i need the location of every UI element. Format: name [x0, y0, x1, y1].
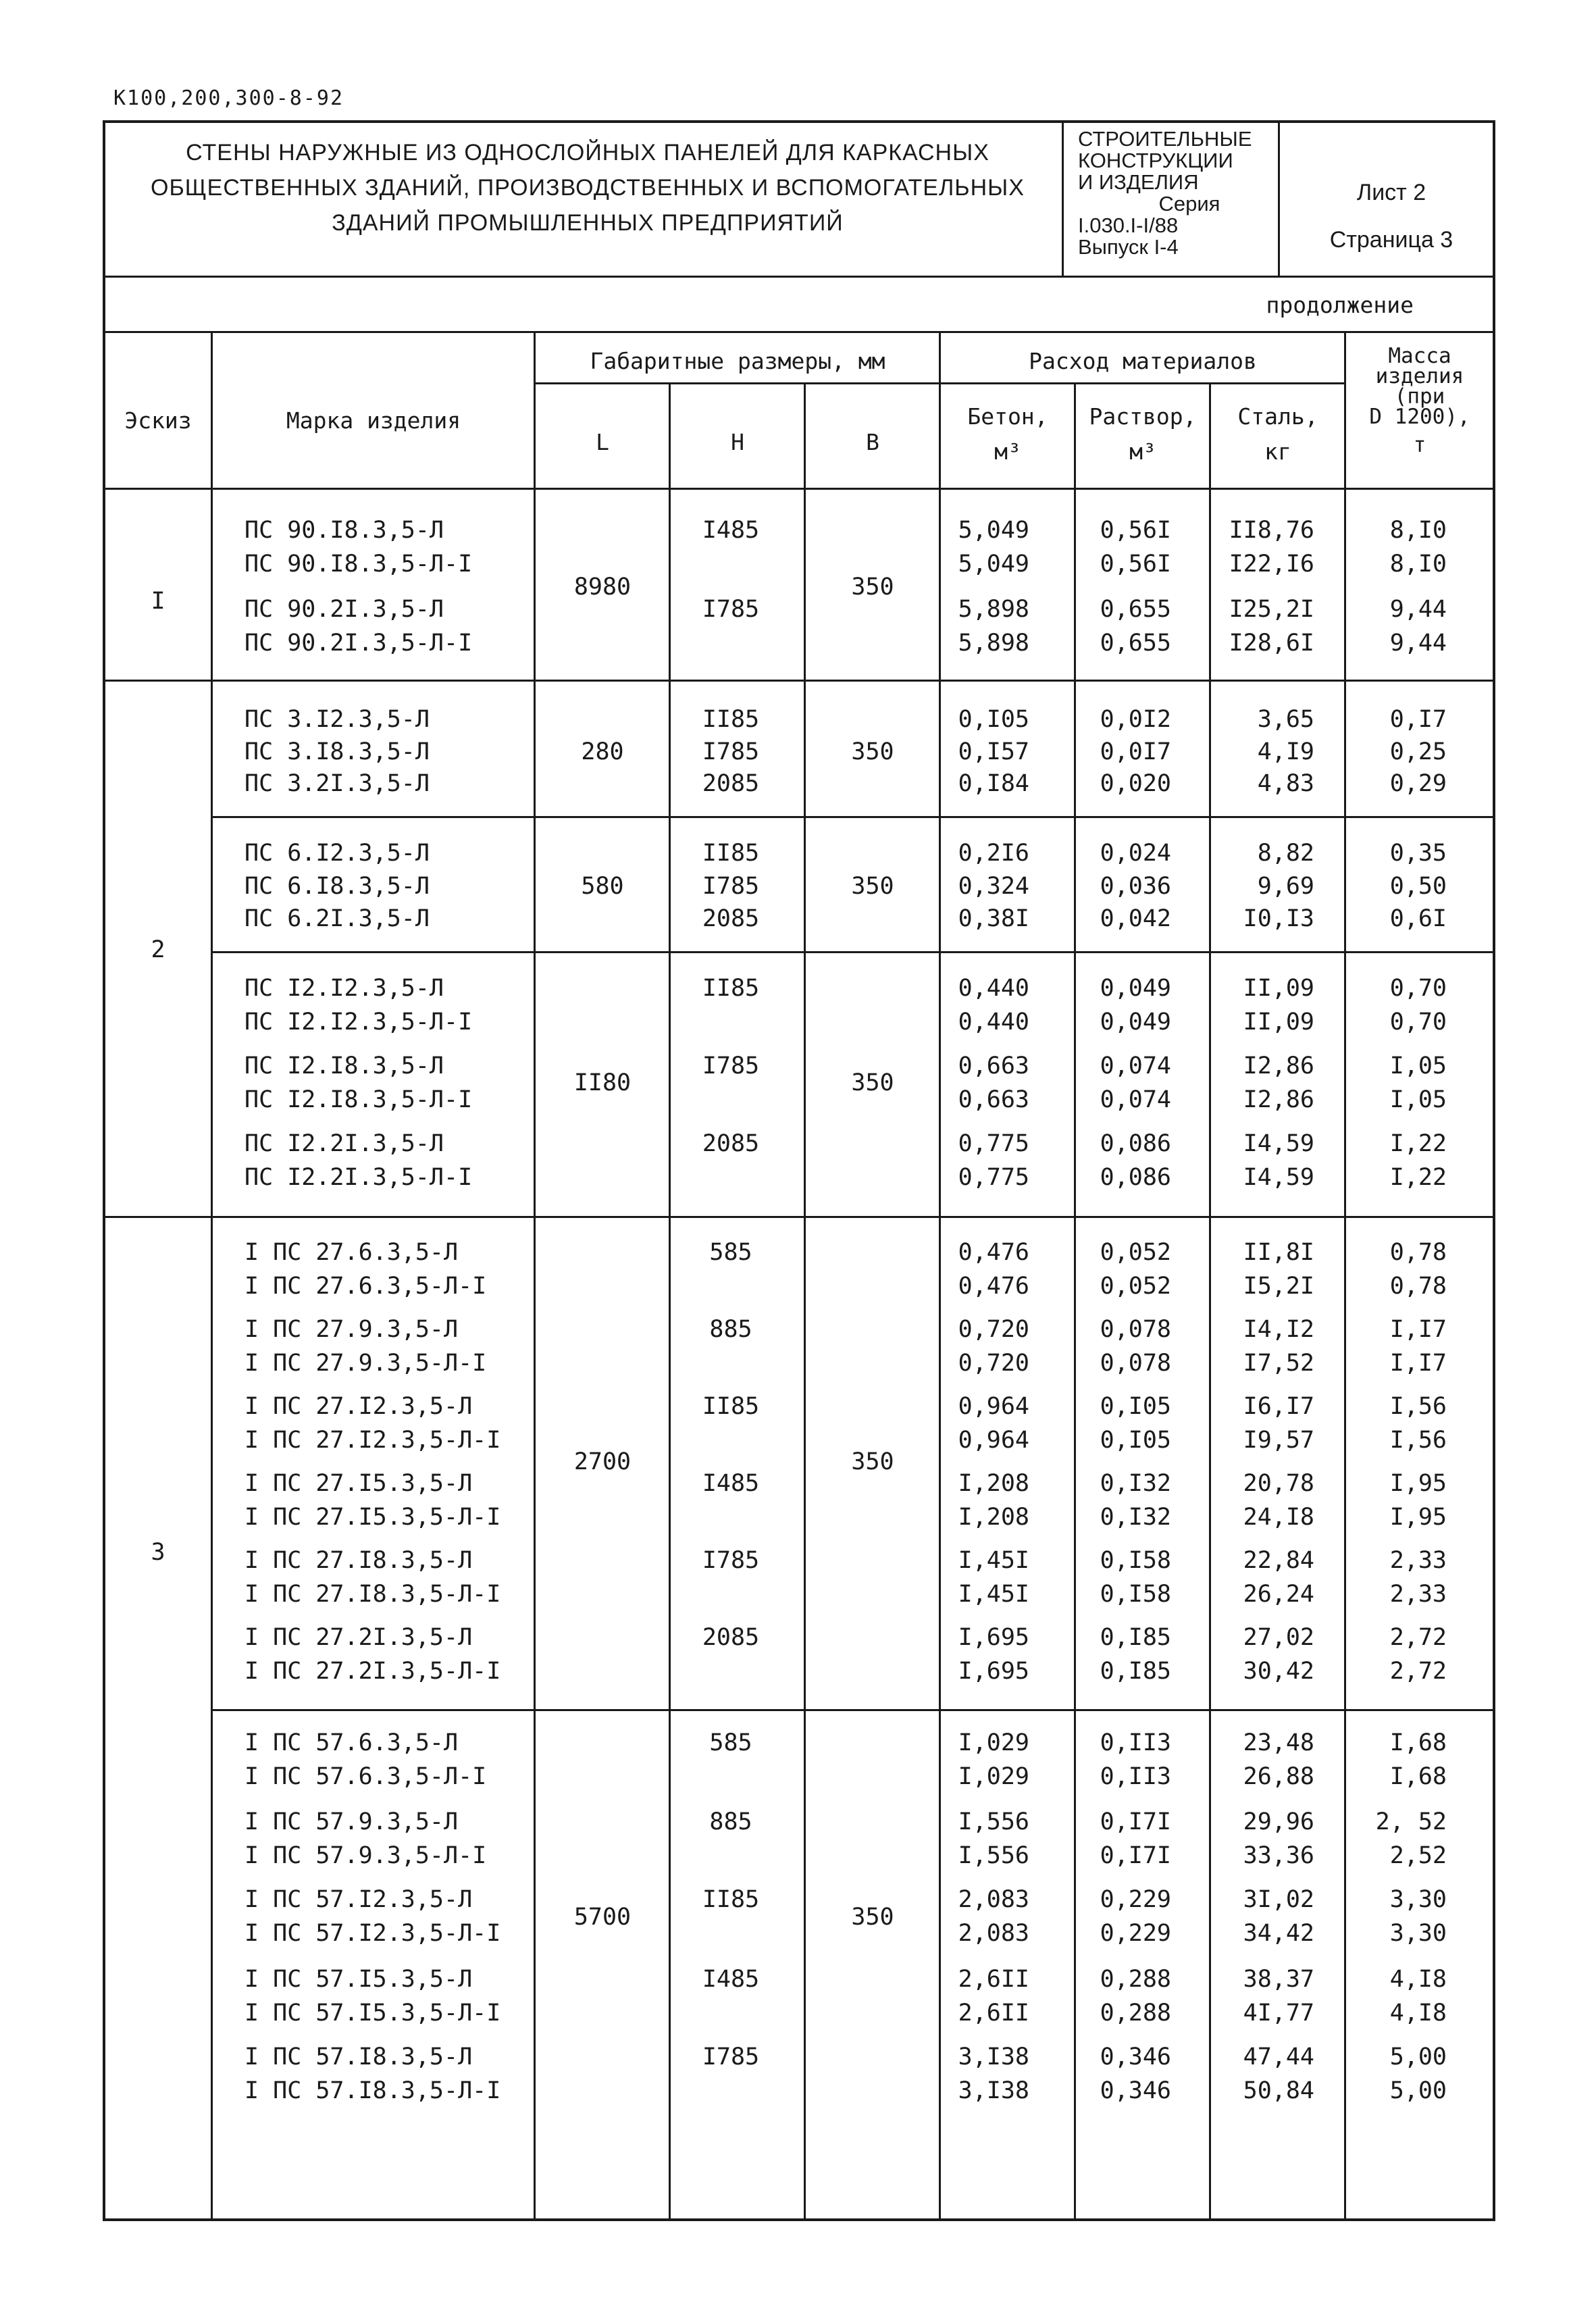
cell-mass: I,05 — [1389, 1052, 1447, 1079]
header-mass-unit: т — [1413, 433, 1426, 457]
cell-concrete: 0,775 — [958, 1164, 1029, 1191]
cell-mortar: 0,229 — [1100, 1920, 1171, 1947]
cell-concrete: 2,083 — [958, 1886, 1029, 1913]
cell-B: 350 — [851, 873, 894, 900]
cell-mortar: 0,020 — [1100, 770, 1171, 797]
cell-mark: I ПС 57.6.3,5-Л-I — [244, 1763, 487, 1790]
cell-mark: I ПС 27.6.3,5-Л — [244, 1239, 459, 1266]
cell-mortar: 0,049 — [1100, 975, 1171, 1002]
cell-concrete: 2,083 — [958, 1920, 1029, 1947]
cell-mark: ПС 90.I8.3,5-Л-I — [244, 551, 473, 578]
cell-mortar: 0,655 — [1100, 596, 1171, 623]
cell-mark: ПС 3.2I.3,5-Л — [244, 770, 430, 797]
cell-steel: 29,96 — [1243, 1808, 1314, 1835]
col-line-mortar — [1209, 382, 1211, 2221]
cell-mass: 8,I0 — [1389, 551, 1447, 578]
cell-H: I785 — [702, 596, 760, 623]
cell-mass: 0,70 — [1389, 1009, 1447, 1036]
cell-concrete: I,208 — [958, 1504, 1029, 1531]
cell-mortar: 0,049 — [1100, 1009, 1171, 1036]
cell-mass: 0,35 — [1389, 840, 1447, 867]
cell-concrete: 5,049 — [958, 517, 1029, 544]
cell-H: I785 — [702, 1052, 760, 1079]
cell-B: 350 — [851, 1448, 894, 1475]
cell-mass: I,22 — [1389, 1130, 1447, 1157]
header-mass-line3: (при — [1394, 384, 1445, 409]
col-line-H — [804, 382, 806, 2221]
cell-steel: 23,48 — [1243, 1729, 1314, 1756]
series-block — [1078, 128, 1274, 258]
cell-concrete: I,029 — [958, 1729, 1029, 1756]
cell-mass: I,I7 — [1389, 1350, 1447, 1377]
cell-H: 2085 — [702, 1624, 760, 1651]
cell-concrete: 3,I38 — [958, 2077, 1029, 2104]
cell-mark: ПС 90.2I.3,5-Л-I — [244, 630, 473, 657]
cell-steel: I4,I2 — [1243, 1316, 1314, 1343]
cell-H: 885 — [709, 1316, 752, 1343]
cell-steel: I4,59 — [1243, 1164, 1314, 1191]
header-L: L — [596, 429, 609, 455]
header-concrete-label: Бетон, — [967, 403, 1048, 430]
continuation-label: продолжение — [1266, 292, 1414, 318]
cell-mortar: 0,078 — [1100, 1350, 1171, 1377]
cell-B: 350 — [851, 1069, 894, 1096]
cell-mass: I,22 — [1389, 1164, 1447, 1191]
header-mass-line1: Масса — [1388, 344, 1451, 368]
cell-mark: I ПС 27.2I.3,5-Л-I — [244, 1658, 501, 1685]
cell-mortar: 0,I05 — [1100, 1393, 1171, 1420]
cell-concrete: I,695 — [958, 1658, 1029, 1685]
cell-concrete: 0,2I6 — [958, 840, 1029, 867]
cell-mortar: 0,I85 — [1100, 1624, 1171, 1651]
cell-concrete: 0,663 — [958, 1086, 1029, 1113]
cell-mortar: 0,655 — [1100, 630, 1171, 657]
cell-concrete: 2,6II — [958, 2000, 1029, 2027]
cell-mortar: 0,I7I — [1100, 1808, 1171, 1835]
header-dimensions: Габаритные размеры, мм — [590, 348, 885, 374]
header-concrete-unit: м³ — [994, 438, 1021, 465]
cell-mortar: 0,024 — [1100, 840, 1171, 867]
cell-mark: ПС 6.2I.3,5-Л — [244, 905, 430, 932]
cell-concrete: I,556 — [958, 1808, 1029, 1835]
cell-mass: I,68 — [1389, 1763, 1447, 1790]
cell-concrete: I,029 — [958, 1763, 1029, 1790]
cell-mark: ПС I2.I2.3,5-Л-I — [244, 1009, 473, 1036]
cell-H: 2085 — [702, 770, 760, 797]
cell-mass: I,95 — [1389, 1470, 1447, 1497]
cell-mark: I ПС 57.I2.3,5-Л — [244, 1886, 473, 1913]
cell-H: 585 — [709, 1239, 752, 1266]
cell-mass: 0,70 — [1389, 975, 1447, 1002]
cell-steel: II8,76 — [1229, 517, 1314, 544]
cell-mark: I ПС 27.I5.3,5-Л — [244, 1470, 473, 1497]
cell-concrete: I,208 — [958, 1470, 1029, 1497]
cell-H: II85 — [702, 1393, 760, 1420]
cell-steel: I9,57 — [1243, 1427, 1314, 1454]
cell-steel: 9,69 — [1257, 873, 1314, 900]
cell-mark: ПС 90.2I.3,5-Л — [244, 596, 444, 623]
cell-mark: I ПС 57.9.3,5-Л-I — [244, 1842, 487, 1869]
cell-concrete: 0,964 — [958, 1427, 1029, 1454]
cell-steel: 4,I9 — [1257, 738, 1314, 765]
header-steel-label: Сталь, — [1237, 403, 1318, 430]
cell-steel: I28,6I — [1229, 630, 1314, 657]
title-block-bottom-line — [103, 276, 1495, 278]
cell-mass: I,56 — [1389, 1393, 1447, 1420]
cell-mark: I ПС 27.I5.3,5-Л-I — [244, 1504, 501, 1531]
cell-concrete: 0,38I — [958, 905, 1029, 932]
cell-mass: 2,72 — [1389, 1624, 1447, 1651]
cell-steel: 38,37 — [1243, 1966, 1314, 1993]
cell-H: II85 — [702, 706, 760, 733]
group-separator — [211, 1709, 1495, 1711]
cell-mark: I ПС 57.I2.3,5-Л-I — [244, 1920, 501, 1947]
cell-concrete: 0,964 — [958, 1393, 1029, 1420]
cell-steel: II,09 — [1243, 975, 1314, 1002]
cell-mass: 4,I8 — [1389, 1966, 1447, 1993]
title-block-divider-1 — [1062, 120, 1064, 277]
col-line-sketch — [211, 331, 213, 2221]
cell-steel: I6,I7 — [1243, 1393, 1314, 1420]
col-line-concrete — [1074, 382, 1076, 2221]
cell-steel: 26,88 — [1243, 1763, 1314, 1790]
cell-mass: 0,I7 — [1389, 706, 1447, 733]
title-line-1: СТЕНЫ НАРУЖНЫЕ ИЗ ОДНОСЛОЙНЫХ ПАНЕЛЕЙ ДЛЯ КАРКАСНЫХ — [186, 140, 989, 166]
document-title — [142, 135, 1033, 240]
cell-mortar: 0,56I — [1100, 551, 1171, 578]
group-separator — [103, 680, 1495, 682]
cell-concrete: 0,I84 — [958, 770, 1029, 797]
cell-mortar: 0,56I — [1100, 517, 1171, 544]
series-line-2: КОНСТРУКЦИИ — [1078, 149, 1233, 172]
cell-concrete: 0,775 — [958, 1130, 1029, 1157]
group-separator — [211, 951, 1495, 953]
cell-mark: ПС I2.I8.3,5-Л — [244, 1052, 444, 1079]
cell-steel: I4,59 — [1243, 1130, 1314, 1157]
series-line-3: И ИЗДЕЛИЯ — [1078, 170, 1199, 194]
cell-concrete: 0,663 — [958, 1052, 1029, 1079]
header-mass-line2: изделия — [1375, 364, 1464, 388]
cell-mark: I ПС 27.I8.3,5-Л-I — [244, 1581, 501, 1608]
cell-concrete: 0,324 — [958, 873, 1029, 900]
cell-mortar: 0,288 — [1100, 2000, 1171, 2027]
cell-mass: 0,50 — [1389, 873, 1447, 900]
cell-H: 885 — [709, 1808, 752, 1835]
cell-steel: 24,I8 — [1243, 1504, 1314, 1531]
cell-steel: 4I,77 — [1243, 2000, 1314, 2027]
header-mortar-label: Раствор, — [1089, 403, 1197, 430]
cell-steel: I22,I6 — [1229, 551, 1314, 578]
cell-steel: 20,78 — [1243, 1470, 1314, 1497]
cell-mark: ПС 6.I2.3,5-Л — [244, 840, 430, 867]
sheet-number: Лист 2 — [1356, 180, 1426, 205]
cell-concrete: 0,I05 — [958, 706, 1029, 733]
cell-L: II80 — [573, 1069, 632, 1096]
header-steel-unit: кг — [1264, 438, 1291, 465]
cell-steel: 8,82 — [1257, 840, 1314, 867]
header-mortar — [1077, 404, 1209, 465]
cell-mark: I ПС 27.I2.3,5-Л — [244, 1393, 473, 1420]
cell-mark: I ПС 27.9.3,5-Л-I — [244, 1350, 487, 1377]
cell-mark: I ПС 57.I8.3,5-Л — [244, 2043, 473, 2070]
cell-H: 2085 — [702, 905, 760, 932]
cell-concrete: 0,440 — [958, 975, 1029, 1002]
cell-mass: 2,52 — [1389, 1842, 1447, 1869]
cell-concrete: 3,I38 — [958, 2043, 1029, 2070]
cell-mortar: 0,II3 — [1100, 1763, 1171, 1790]
cell-concrete: 0,476 — [958, 1239, 1029, 1266]
cell-mass: 0,29 — [1389, 770, 1447, 797]
cell-concrete: I,45I — [958, 1581, 1029, 1608]
series-number: I.030.I-I/88 — [1078, 213, 1179, 237]
document-code: К100,200,300-8-92 — [113, 86, 344, 110]
cell-L: 280 — [581, 738, 624, 765]
header-concrete — [942, 404, 1074, 465]
header-steel — [1212, 404, 1344, 465]
cell-steel: 4,83 — [1257, 770, 1314, 797]
cell-concrete: 5,049 — [958, 551, 1029, 578]
group-separator — [211, 816, 1495, 818]
cell-H: I485 — [702, 1470, 760, 1497]
cell-concrete: 2,6II — [958, 1966, 1029, 1993]
cell-steel: 22,84 — [1243, 1547, 1314, 1574]
cell-mark: ПС 3.I8.3,5-Л — [244, 738, 430, 765]
cell-steel: I5,2I — [1243, 1273, 1314, 1300]
cell-mark: ПС I2.2I.3,5-Л-I — [244, 1164, 473, 1191]
cell-mark: I ПС 27.I8.3,5-Л — [244, 1547, 473, 1574]
cell-mass: 5,00 — [1389, 2043, 1447, 2070]
cell-mortar: 0,0I7 — [1100, 738, 1171, 765]
cell-mortar: 0,I7I — [1100, 1842, 1171, 1869]
cell-mortar: 0,052 — [1100, 1273, 1171, 1300]
cell-mortar: 0,042 — [1100, 905, 1171, 932]
series-line-1: СТРОИТЕЛЬНЫЕ — [1078, 127, 1252, 151]
title-block-divider-2 — [1278, 120, 1280, 277]
col-line-steel — [1344, 331, 1346, 2221]
header-materials: Расход материалов — [1029, 348, 1257, 374]
cell-mortar: 0,229 — [1100, 1886, 1171, 1913]
cell-mortar: 0,I32 — [1100, 1470, 1171, 1497]
cell-mark: I ПС 57.I5.3,5-Л — [244, 1966, 473, 1993]
cell-mark: ПС I2.I8.3,5-Л-I — [244, 1086, 473, 1113]
cell-mark: I ПС 27.I2.3,5-Л-I — [244, 1427, 501, 1454]
cell-mass: 0,25 — [1389, 738, 1447, 765]
cell-mass: 2,72 — [1389, 1658, 1447, 1685]
cell-mass: 9,44 — [1389, 630, 1447, 657]
cell-mark: ПС 90.I8.3,5-Л — [244, 517, 444, 544]
cell-mark: I ПС 57.6.3,5-Л — [244, 1729, 459, 1756]
sketch-label-1: I — [151, 588, 165, 615]
cell-concrete: 0,720 — [958, 1316, 1029, 1343]
series-label: Серия — [1158, 192, 1220, 215]
cell-mortar: 0,I58 — [1100, 1547, 1171, 1574]
cell-steel: 27,02 — [1243, 1624, 1314, 1651]
cell-H: I785 — [702, 2043, 760, 2070]
cell-steel: II,8I — [1243, 1239, 1314, 1266]
cell-L: 8980 — [573, 573, 632, 601]
header-sketch: Эскиз — [124, 407, 192, 434]
cell-mortar: 0,074 — [1100, 1086, 1171, 1113]
cell-steel: II,09 — [1243, 1009, 1314, 1036]
cell-H: II85 — [702, 1886, 760, 1913]
cell-steel: 26,24 — [1243, 1581, 1314, 1608]
cell-concrete: I,45I — [958, 1547, 1029, 1574]
cell-steel: 3,65 — [1257, 706, 1314, 733]
cell-L: 2700 — [573, 1448, 632, 1475]
cell-mark: I ПС 57.I5.3,5-Л-I — [244, 2000, 501, 2027]
page-number: Страница 3 — [1329, 227, 1453, 253]
table-top-line — [103, 331, 1495, 333]
cell-mass: 0,6I — [1389, 905, 1447, 932]
cell-mortar: 0,346 — [1100, 2043, 1171, 2070]
title-line-2: ОБЩЕСТВЕННЫХ ЗДАНИЙ, ПРОИЗВОДСТВЕННЫХ И ВСПОМОГАТЕЛЬНЫХ — [151, 175, 1025, 201]
cell-concrete: 0,476 — [958, 1273, 1029, 1300]
cell-steel: I0,I3 — [1243, 905, 1314, 932]
header-H: H — [731, 429, 744, 455]
cell-mass: I,95 — [1389, 1504, 1447, 1531]
cell-mortar: 0,I85 — [1100, 1658, 1171, 1685]
cell-H: I785 — [702, 873, 760, 900]
cell-mass: 3,30 — [1389, 1886, 1447, 1913]
cell-mass: 3,30 — [1389, 1920, 1447, 1947]
header-B: B — [866, 429, 879, 455]
cell-mortar: 0,288 — [1100, 1966, 1171, 1993]
cell-concrete: 5,898 — [958, 596, 1029, 623]
cell-mortar: 0,346 — [1100, 2077, 1171, 2104]
cell-mark: ПС 6.I8.3,5-Л — [244, 873, 430, 900]
cell-mass: 2,33 — [1389, 1581, 1447, 1608]
cell-concrete: 0,I57 — [958, 738, 1029, 765]
cell-steel: 30,42 — [1243, 1658, 1314, 1685]
cell-mass: I,68 — [1389, 1729, 1447, 1756]
cell-mortar: 0,036 — [1100, 873, 1171, 900]
cell-L: 5700 — [573, 1903, 632, 1931]
cell-mass: I,56 — [1389, 1427, 1447, 1454]
cell-steel: I7,52 — [1243, 1350, 1314, 1377]
cell-mass: 0,78 — [1389, 1239, 1447, 1266]
cell-mass: I,I7 — [1389, 1316, 1447, 1343]
cell-steel: I25,2I — [1229, 596, 1314, 623]
cell-mass: 9,44 — [1389, 596, 1447, 623]
cell-mortar: 0,078 — [1100, 1316, 1171, 1343]
title-line-3: ЗДАНИЙ ПРОМЫШЛЕННЫХ ПРЕДПРИЯТИЙ — [332, 210, 844, 236]
cell-concrete: 0,720 — [958, 1350, 1029, 1377]
col-line-L — [669, 382, 671, 2221]
group-separator — [103, 1216, 1495, 1218]
cell-mass: 8,I0 — [1389, 517, 1447, 544]
cell-steel: 47,44 — [1243, 2043, 1314, 2070]
cell-mortar: 0,086 — [1100, 1130, 1171, 1157]
cell-steel: 3I,02 — [1243, 1886, 1314, 1913]
cell-mass: 2,33 — [1389, 1547, 1447, 1574]
cell-H: I485 — [702, 1966, 760, 1993]
cell-mortar: 0,074 — [1100, 1052, 1171, 1079]
header-mortar-unit: м³ — [1129, 438, 1156, 465]
cell-H: II85 — [702, 975, 760, 1002]
cell-L: 580 — [581, 873, 624, 900]
cell-mortar: 0,I05 — [1100, 1427, 1171, 1454]
cell-concrete: 0,440 — [958, 1009, 1029, 1036]
cell-H: II85 — [702, 840, 760, 867]
cell-mark: ПС I2.2I.3,5-Л — [244, 1130, 444, 1157]
cell-mass: I,05 — [1389, 1086, 1447, 1113]
cell-concrete: 5,898 — [958, 630, 1029, 657]
cell-steel: 34,42 — [1243, 1920, 1314, 1947]
cell-mortar: 0,I32 — [1100, 1504, 1171, 1531]
cell-mass: 4,I8 — [1389, 2000, 1447, 2027]
cell-mortar: 0,II3 — [1100, 1729, 1171, 1756]
sketch-label-3: 3 — [151, 1539, 165, 1566]
cell-mass: 2, 52 — [1375, 1808, 1447, 1835]
cell-mass: 0,78 — [1389, 1273, 1447, 1300]
cell-H: 585 — [709, 1729, 752, 1756]
cell-mortar: 0,086 — [1100, 1164, 1171, 1191]
header-bottom-line — [103, 488, 1495, 490]
cell-mark: I ПС 27.6.3,5-Л-I — [244, 1273, 487, 1300]
cell-mark: ПС 3.I2.3,5-Л — [244, 706, 430, 733]
cell-B: 350 — [851, 1903, 894, 1931]
cell-mortar: 0,052 — [1100, 1239, 1171, 1266]
cell-steel: 50,84 — [1243, 2077, 1314, 2104]
col-line-mark — [534, 331, 536, 2221]
cell-B: 350 — [851, 738, 894, 765]
series-issue: Выпуск I-4 — [1078, 235, 1179, 259]
cell-B: 350 — [851, 573, 894, 601]
sheet-block — [1283, 169, 1499, 263]
cell-mark: I ПС 27.2I.3,5-Л — [244, 1624, 473, 1651]
cell-steel: I2,86 — [1243, 1052, 1314, 1079]
cell-concrete: I,556 — [958, 1842, 1029, 1869]
header-mass-line4: D 1200), — [1369, 405, 1470, 429]
sketch-label-2: 2 — [151, 936, 165, 963]
cell-mortar: 0,0I2 — [1100, 706, 1171, 733]
cell-H: 2085 — [702, 1130, 760, 1157]
cell-steel: 33,36 — [1243, 1842, 1314, 1869]
cell-H: I485 — [702, 517, 760, 544]
cell-mark: ПС I2.I2.3,5-Л — [244, 975, 444, 1002]
cell-mark: I ПС 27.9.3,5-Л — [244, 1316, 459, 1343]
header-mass — [1347, 346, 1493, 455]
header-mark: Марка изделия — [286, 407, 461, 434]
cell-steel: I2,86 — [1243, 1086, 1314, 1113]
cell-H: I785 — [702, 738, 760, 765]
cell-mass: 5,00 — [1389, 2077, 1447, 2104]
cell-concrete: I,695 — [958, 1624, 1029, 1651]
col-line-B — [939, 331, 941, 2221]
cell-mark: I ПС 57.9.3,5-Л — [244, 1808, 459, 1835]
cell-mortar: 0,I58 — [1100, 1581, 1171, 1608]
cell-H: I785 — [702, 1547, 760, 1574]
cell-mark: I ПС 57.I8.3,5-Л-I — [244, 2077, 501, 2104]
